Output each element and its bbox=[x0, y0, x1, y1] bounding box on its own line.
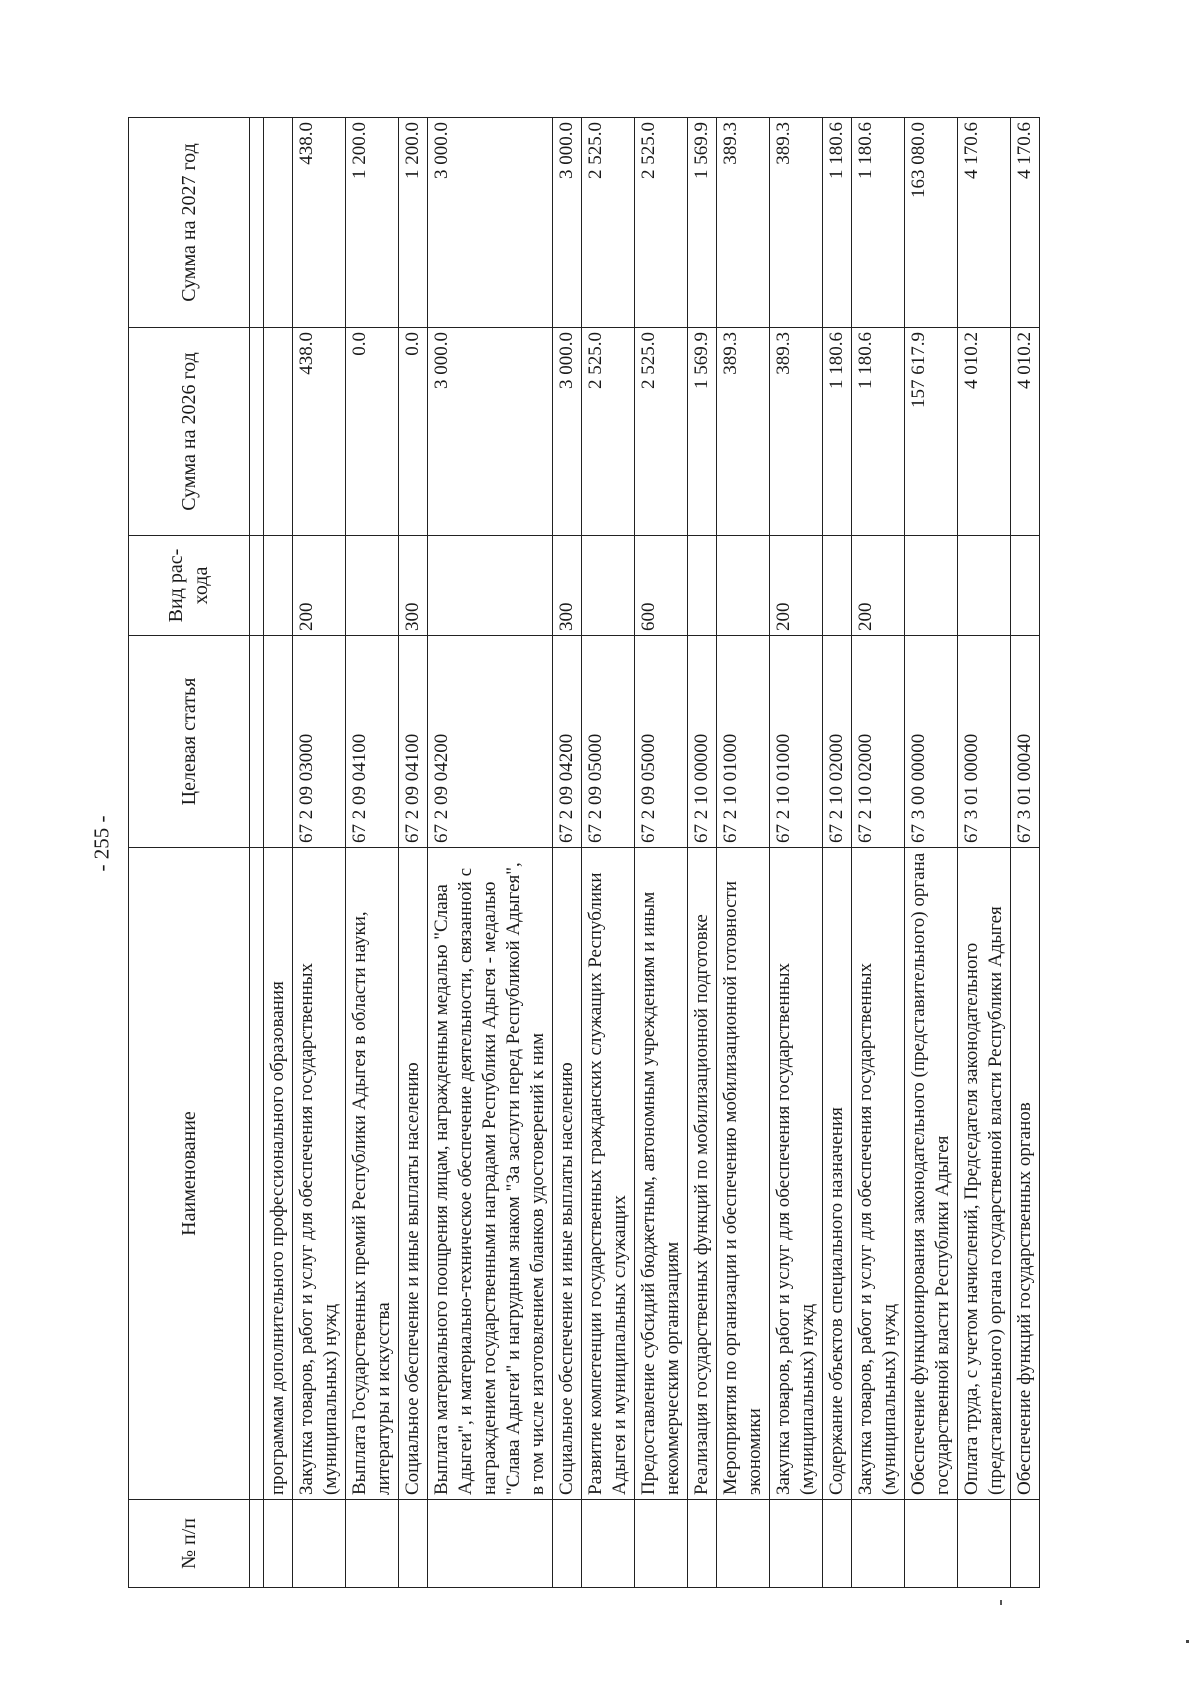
row-num-cell bbox=[264, 1500, 293, 1588]
row-sum-2027-cell: 438.0 bbox=[293, 118, 346, 328]
row-name-cell: Выплата Государственных премий Республики Адыгея в области науки, литературы и искусства bbox=[346, 848, 399, 1500]
row-code-cell: 67 2 10 00000 bbox=[688, 636, 717, 848]
row-kind-cell bbox=[346, 536, 399, 636]
row-name-cell: Содержание объектов специального назначения bbox=[823, 848, 852, 1500]
row-sum-2026-cell bbox=[264, 328, 293, 536]
row-kind-cell bbox=[1011, 536, 1040, 636]
row-num-cell bbox=[635, 1500, 688, 1588]
row-sum-2027-cell: 1 569.9 bbox=[688, 118, 717, 328]
row-num-cell bbox=[250, 1500, 264, 1588]
table-row bbox=[293, 118, 346, 1588]
row-sum-2027-cell: 3 000.0 bbox=[428, 118, 553, 328]
row-code-cell: 67 2 10 01000 bbox=[717, 636, 770, 848]
row-name-cell: Мероприятия по организации и обеспечению мобилизационной готовности экономики bbox=[717, 848, 770, 1500]
row-sum-2027-cell: 2 525.0 bbox=[582, 118, 635, 328]
table-row bbox=[428, 118, 553, 1588]
table-row bbox=[582, 118, 635, 1588]
scan-speck bbox=[1186, 1640, 1189, 1643]
table-row bbox=[688, 118, 717, 1588]
row-sum-2027-cell: 4 170.6 bbox=[1011, 118, 1040, 328]
row-code-cell bbox=[264, 636, 293, 848]
budget-table bbox=[128, 117, 1040, 1588]
table-row bbox=[264, 118, 293, 1588]
row-num-cell bbox=[852, 1500, 905, 1588]
row-num-cell bbox=[688, 1500, 717, 1588]
table-header-row bbox=[129, 118, 250, 1588]
row-name-cell bbox=[250, 848, 264, 1500]
row-sum-2027-cell: 389.3 bbox=[770, 118, 823, 328]
row-kind-cell bbox=[264, 536, 293, 636]
table-row bbox=[717, 118, 770, 1588]
row-code-cell: 67 2 10 02000 bbox=[852, 636, 905, 848]
table-row bbox=[399, 118, 428, 1588]
row-sum-2027-cell: 2 525.0 bbox=[635, 118, 688, 328]
table-row bbox=[346, 118, 399, 1588]
row-kind-cell bbox=[688, 536, 717, 636]
row-sum-2026-cell: 1 569.9 bbox=[688, 328, 717, 536]
row-code-cell: 67 3 01 00000 bbox=[958, 636, 1011, 848]
table-row bbox=[905, 118, 958, 1588]
row-sum-2026-cell: 389.3 bbox=[770, 328, 823, 536]
header-code: Целевая статья bbox=[129, 636, 250, 848]
page-number-text: - 255 - bbox=[89, 815, 114, 871]
table-row bbox=[553, 118, 582, 1588]
row-sum-2026-cell: 1 180.6 bbox=[852, 328, 905, 536]
row-sum-2027-cell: 4 170.6 bbox=[958, 118, 1011, 328]
row-sum-2027-cell: 1 200.0 bbox=[399, 118, 428, 328]
row-name-cell: Закупка товаров, работ и услуг для обеспечения государственных (муниципальных) нужд bbox=[852, 848, 905, 1500]
row-sum-2026-cell: 4 010.2 bbox=[1011, 328, 1040, 536]
row-code-cell bbox=[250, 636, 264, 848]
row-kind-cell bbox=[428, 536, 553, 636]
row-code-cell: 67 2 09 04200 bbox=[428, 636, 553, 848]
row-sum-2027-cell: 1 180.6 bbox=[852, 118, 905, 328]
row-code-cell: 67 3 00 00000 bbox=[905, 636, 958, 848]
row-code-cell: 67 2 09 05000 bbox=[635, 636, 688, 848]
header-kind: Вид рас-хода bbox=[129, 536, 250, 636]
table-body bbox=[250, 118, 1040, 1588]
scan-speck bbox=[1000, 1600, 1002, 1605]
row-sum-2026-cell: 4 010.2 bbox=[958, 328, 1011, 536]
row-sum-2026-cell: 389.3 bbox=[717, 328, 770, 536]
row-num-cell bbox=[958, 1500, 1011, 1588]
header-sum-2027: Сумма на 2027 год bbox=[129, 118, 250, 328]
row-name-cell: Закупка товаров, работ и услуг для обеспечения государственных (муниципальных) нужд bbox=[293, 848, 346, 1500]
row-sum-2026-cell: 2 525.0 bbox=[635, 328, 688, 536]
row-kind-cell: 200 bbox=[770, 536, 823, 636]
row-kind-cell: 600 bbox=[635, 536, 688, 636]
row-name-cell: Закупка товаров, работ и услуг для обеспечения государственных (муниципальных) нужд bbox=[770, 848, 823, 1500]
row-num-cell bbox=[823, 1500, 852, 1588]
row-sum-2026-cell: 2 525.0 bbox=[582, 328, 635, 536]
page-number bbox=[82, 813, 122, 873]
row-name-cell: Социальное обеспечение и иные выплаты населению bbox=[553, 848, 582, 1500]
row-num-cell bbox=[905, 1500, 958, 1588]
row-sum-2027-cell bbox=[250, 118, 264, 328]
table-row bbox=[250, 118, 264, 1588]
row-name-cell: Оплата труда, с учетом начислений, Председателя законодательного (представительного) органа государственной власти Республики Адыгея bbox=[958, 848, 1011, 1500]
row-sum-2027-cell: 1 200.0 bbox=[346, 118, 399, 328]
row-kind-cell bbox=[823, 536, 852, 636]
row-name-cell: Обеспечение функций государственных органов bbox=[1011, 848, 1040, 1500]
row-num-cell bbox=[346, 1500, 399, 1588]
row-kind-cell: 200 bbox=[852, 536, 905, 636]
row-sum-2026-cell: 438.0 bbox=[293, 328, 346, 536]
row-name-cell: Развитие компетенции государственных гражданских служащих Республики Адыгея и муниципальных служащих bbox=[582, 848, 635, 1500]
row-num-cell bbox=[717, 1500, 770, 1588]
row-code-cell: 67 2 09 04100 bbox=[399, 636, 428, 848]
row-sum-2026-cell: 157 617.9 bbox=[905, 328, 958, 536]
row-name-cell: программам дополнительного профессионального образования bbox=[264, 848, 293, 1500]
table-row bbox=[958, 118, 1011, 1588]
row-code-cell: 67 2 10 01000 bbox=[770, 636, 823, 848]
table-row bbox=[635, 118, 688, 1588]
row-sum-2027-cell: 389.3 bbox=[717, 118, 770, 328]
row-sum-2027-cell bbox=[264, 118, 293, 328]
row-sum-2026-cell: 1 180.6 bbox=[823, 328, 852, 536]
table-row bbox=[852, 118, 905, 1588]
row-kind-cell bbox=[250, 536, 264, 636]
row-sum-2026-cell: 3 000.0 bbox=[553, 328, 582, 536]
row-kind-cell bbox=[905, 536, 958, 636]
header-name: Наименование bbox=[129, 848, 250, 1500]
row-sum-2027-cell: 163 080.0 bbox=[905, 118, 958, 328]
row-code-cell: 67 3 01 00040 bbox=[1011, 636, 1040, 848]
row-name-cell: Обеспечение функционирования законодательного (представительного) органа государственной власти Республики Адыгея bbox=[905, 848, 958, 1500]
row-code-cell: 67 2 09 04200 bbox=[553, 636, 582, 848]
row-sum-2027-cell: 1 180.6 bbox=[823, 118, 852, 328]
row-kind-cell bbox=[582, 536, 635, 636]
row-code-cell: 67 2 09 03000 bbox=[293, 636, 346, 848]
table-row bbox=[770, 118, 823, 1588]
row-kind-cell: 300 bbox=[399, 536, 428, 636]
table-row bbox=[1011, 118, 1040, 1588]
row-sum-2027-cell: 3 000.0 bbox=[553, 118, 582, 328]
row-num-cell bbox=[428, 1500, 553, 1588]
row-num-cell bbox=[582, 1500, 635, 1588]
row-name-cell: Предоставление субсидий бюджетным, автономным учреждениям и иным некоммерческим организациям bbox=[635, 848, 688, 1500]
row-name-cell: Выплата материального поощрения лицам, награжденным медалью "Слава Адыгеи", и материально-техническое обеспечение деятельности, связанной с награждением государственными наградами Республики Адыгея - медалью "Слава Адыгеи" и нагрудным знаком "За заслуги перед Республикой Адыгея", в том числе изготовлением бланков удостоверений к ним bbox=[428, 848, 553, 1500]
row-num-cell bbox=[770, 1500, 823, 1588]
row-num-cell bbox=[293, 1500, 346, 1588]
row-kind-cell: 200 bbox=[293, 536, 346, 636]
row-code-cell: 67 2 09 04100 bbox=[346, 636, 399, 848]
row-sum-2026-cell: 3 000.0 bbox=[428, 328, 553, 536]
row-num-cell bbox=[399, 1500, 428, 1588]
row-kind-cell: 300 bbox=[553, 536, 582, 636]
row-name-cell: Социальное обеспечение и иные выплаты населению bbox=[399, 848, 428, 1500]
header-sum-2026: Сумма на 2026 год bbox=[129, 328, 250, 536]
row-sum-2026-cell: 0.0 bbox=[399, 328, 428, 536]
budget-table-container bbox=[128, 118, 1064, 1588]
row-code-cell: 67 2 10 02000 bbox=[823, 636, 852, 848]
row-code-cell: 67 2 09 05000 bbox=[582, 636, 635, 848]
row-kind-cell bbox=[717, 536, 770, 636]
table-row bbox=[823, 118, 852, 1588]
row-kind-cell bbox=[958, 536, 1011, 636]
header-num: № п/п bbox=[129, 1500, 250, 1588]
row-sum-2026-cell bbox=[250, 328, 264, 536]
row-num-cell bbox=[553, 1500, 582, 1588]
row-num-cell bbox=[1011, 1500, 1040, 1588]
row-name-cell: Реализация государственных функций по мобилизационной подготовке bbox=[688, 848, 717, 1500]
row-sum-2026-cell: 0.0 bbox=[346, 328, 399, 536]
